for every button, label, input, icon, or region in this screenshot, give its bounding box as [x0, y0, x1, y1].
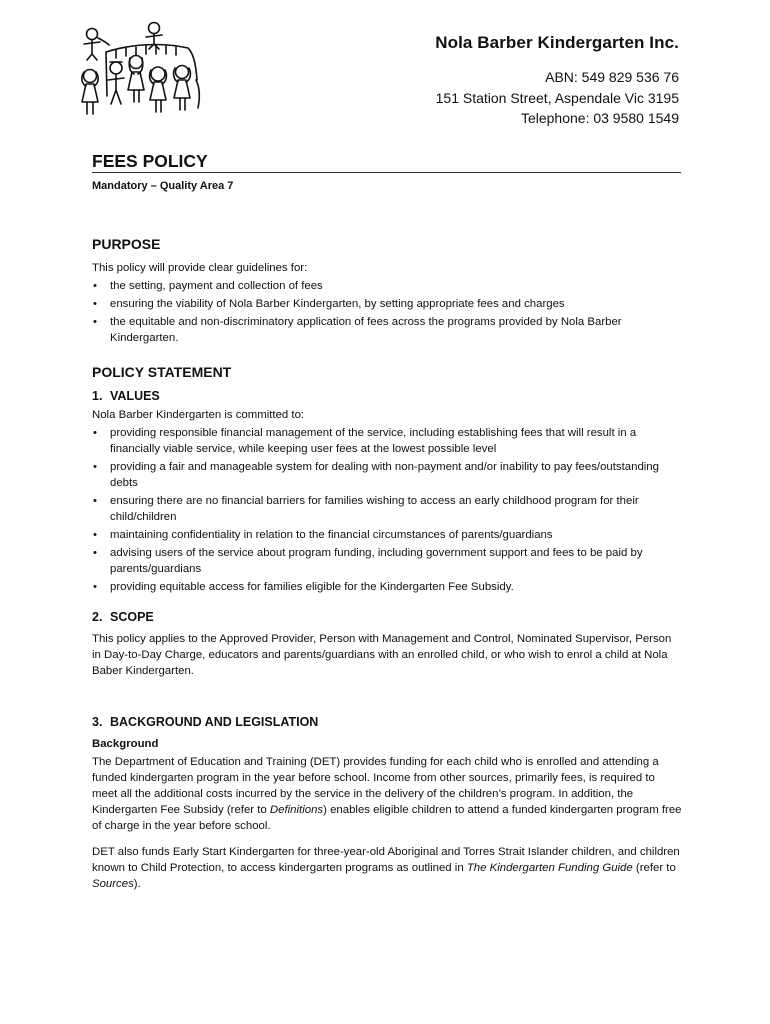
list-item: • ensuring there are no financial barriers for families wishing to access an early childhood program for their child/children [92, 493, 682, 525]
list-item: • advising users of the service about program funding, including government support and fees to be paid by parents/guardians [92, 545, 682, 577]
values-list [92, 425, 682, 595]
organisation-name: Nola Barber Kindergarten Inc. [435, 33, 679, 52]
list-item: • the setting, payment and collection of fees [92, 278, 682, 294]
background-paragraph-2 [92, 844, 682, 892]
organisation-header [435, 33, 679, 129]
values-number: 1. [92, 389, 103, 403]
text-run: ). [133, 878, 141, 890]
sources-reference: Sources [92, 878, 134, 890]
definitions-reference: Definitions [269, 804, 324, 816]
purpose-heading: PURPOSE [92, 236, 161, 252]
funding-guide-reference: The Kindergarten Funding Guide [466, 862, 633, 874]
background-title: BACKGROUND AND LEGISLATION [110, 715, 319, 729]
background-heading [92, 714, 682, 730]
background-subheading: Background [92, 738, 159, 750]
policy-content [92, 236, 682, 892]
address-line: 151 Station Street, Aspendale Vic 3195 [435, 89, 679, 106]
values-intro: Nola Barber Kindergarten is committed to: [92, 409, 305, 421]
policy-title: FEES POLICY [92, 151, 208, 171]
scope-title: SCOPE [110, 610, 154, 624]
text-run: (refer to [632, 862, 676, 874]
title-divider [92, 172, 681, 173]
policy-statement-section [92, 364, 682, 892]
purpose-list [92, 278, 682, 346]
list-item: • the equitable and non-discriminatory application of fees across the programs provided by Nola Barber Kindergarten. [92, 314, 682, 346]
values-title: VALUES [110, 389, 160, 403]
scope-text: This policy applies to the Approved Provider, Person with Management and Control, Nominated Supervisor, Person in Day-to-Day Charge, educators and parents/guardians with an enrolled child, or who wish to enrol a child at Nola Baber Kindergarten. [92, 633, 672, 677]
background-number: 3. [92, 715, 103, 729]
text-run: The Department of Education and Training (DET) provides funding for each child who is enrolled and attending a funded kindergarten program in the year before school. Income from other sources, primarily fees, is required to meet all the additional costs incurred by the service in the delivery of the children’s program. In addition, the Kindergarten Fee Subsidy (refer to [92, 756, 659, 816]
telephone-line: Telephone: 03 9580 1549 [520, 110, 679, 126]
scope-heading [92, 609, 682, 625]
scope-number: 2. [92, 610, 103, 624]
values-heading [92, 388, 682, 404]
list-item: • ensuring the viability of Nola Barber Kindergarten, by setting appropriate fees and charges [92, 296, 682, 312]
abn-line: ABN: 549 829 536 76 [545, 69, 679, 85]
text-run: ) enables eligible children to attend a funded kindergarten program free of charge in the year before school. [92, 804, 682, 832]
list-item: • maintaining confidentiality in relation to the financial circumstances of parents/guardians [92, 527, 682, 543]
list-item: • providing equitable access for families eligible for the Kindergarten Fee Subsidy. [92, 579, 682, 595]
policy-subtitle: Mandatory – Quality Area 7 [92, 180, 234, 192]
purpose-section [92, 236, 682, 346]
list-item: • providing a fair and manageable system for dealing with non-payment and/or inability to pay fees/outstanding debts [92, 459, 682, 491]
kindergarten-logo-drawing [76, 18, 206, 122]
background-paragraph-1 [92, 754, 682, 834]
policy-statement-heading: POLICY STATEMENT [92, 364, 232, 380]
purpose-intro: This policy will provide clear guidelines for: [92, 262, 308, 274]
list-item: • providing responsible financial management of the service, including establishing fees that will result in a financially viable service, while keeping user fees at the lowest possible level [92, 425, 682, 457]
text-run: DET also funds Early Start Kindergarten for three-year-old Aboriginal and Torres Strait Islander children, and children known to Child Protection, to access kindergarten programs as outlined in [92, 846, 680, 874]
